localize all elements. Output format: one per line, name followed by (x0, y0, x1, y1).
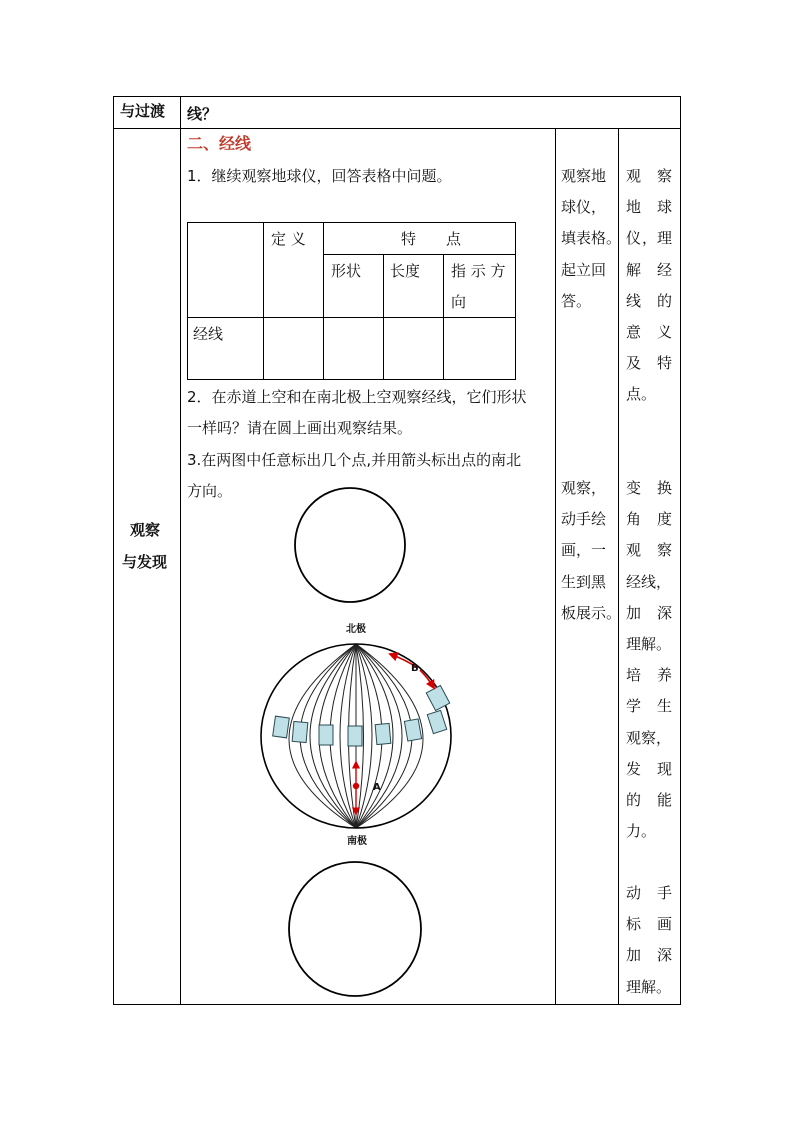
design-intent-line: 动 手 (626, 884, 672, 902)
table-col-divider-1 (180, 96, 181, 1005)
inner-table-col-4 (443, 254, 444, 380)
question-2-line2: 一样吗？请在圆上画出观察结果。 (187, 419, 413, 437)
globe-north-label: 北极 (346, 624, 366, 635)
inner-sub-direction-1: 指 示 方 (451, 262, 506, 280)
table-border-top (113, 96, 681, 97)
design-intent-block-2 (626, 473, 672, 847)
section-heading: 二、经线 (187, 134, 252, 153)
design-intent-block-1 (626, 161, 672, 411)
globe-point-a: A (373, 782, 381, 793)
drawing-circle-1 (290, 484, 410, 606)
design-intent-line: 经线， (626, 572, 672, 591)
design-intent-line: 的 能 (626, 791, 672, 810)
inner-table-col-2 (323, 222, 324, 380)
design-intent-line: 点。 (626, 385, 657, 404)
design-intent-line: 观 察 (626, 541, 672, 560)
design-intent-line: 理解。 (626, 977, 672, 996)
inner-table-left (187, 222, 188, 380)
design-intent-line: 加 深 (626, 946, 672, 965)
student-activity-block-2: 观察， 动手绘 画，一 生到黑 板展示。 (561, 479, 622, 622)
table-col-divider-2 (555, 128, 556, 1005)
design-intent-line: 解 经 (626, 260, 672, 279)
design-intent-line: 及 特 (626, 354, 672, 373)
design-intent-line: 角 度 (626, 510, 672, 529)
inner-table-col-1 (263, 222, 264, 380)
inner-header-definition: 定 义 (271, 230, 306, 248)
question-3-line2: 方向。 (187, 482, 233, 500)
design-intent-line: 观察， (626, 728, 672, 747)
design-intent-line: 力。 (626, 822, 657, 841)
table-border-bottom (113, 1004, 681, 1005)
table-border-left (113, 96, 114, 1005)
question-2-line1: 2．在赤道上空和在南北极上空观察经线，它们形状 (187, 388, 527, 406)
inner-header-features: 特 点 (401, 230, 462, 248)
design-intent-line: 地 球 (626, 198, 672, 217)
inner-row-label: 经线 (193, 325, 224, 343)
inner-table-top (187, 222, 515, 223)
header-left-label: 与过渡 (120, 102, 166, 120)
header-content: 线？ (187, 105, 218, 123)
inner-table-sub-divider (323, 254, 515, 255)
design-intent-line: 发 现 (626, 759, 672, 778)
design-intent-line: 线 的 (626, 291, 672, 310)
table-border-right (680, 96, 681, 1005)
design-intent-line: 观 察 (626, 167, 672, 185)
inner-table-bottom (187, 379, 515, 380)
inner-sub-shape: 形状 (331, 262, 362, 280)
inner-sub-length: 长度 (390, 262, 421, 280)
design-intent-line: 培 养 (626, 666, 672, 685)
section-label-line2: 与发现 (122, 553, 168, 571)
student-activity-block-1: 观察地 球仪， 填表格。 起立回 答。 (561, 167, 622, 310)
design-intent-line: 理解。 (626, 635, 672, 654)
design-intent-line: 加 深 (626, 603, 672, 622)
design-intent-line: 学 生 (626, 697, 672, 716)
design-intent-line: 意 义 (626, 323, 672, 342)
globe-point-b: B (411, 663, 419, 674)
design-intent-line: 仪 ，理 (626, 229, 672, 248)
design-intent-line: 变 换 (626, 479, 672, 497)
inner-table-col-3 (383, 254, 384, 380)
question-3-line1: 3.在两图中任意标出几个点,并用箭头标出点的南北 (187, 451, 522, 469)
globe-illustration (256, 622, 466, 852)
inner-table-right (515, 222, 516, 380)
design-intent-block-3 (626, 878, 672, 1003)
design-intent-line: 标 画 (626, 915, 672, 934)
question-1: 1．继续观察地球仪，回答表格中问题。 (187, 167, 452, 185)
inner-sub-direction-2: 向 (451, 293, 467, 311)
table-row-divider (113, 128, 681, 129)
globe-south-label: 南极 (347, 836, 367, 847)
inner-table-mid (187, 317, 515, 318)
section-label-line1: 观察 (130, 521, 161, 539)
drawing-circle-2 (284, 858, 426, 1000)
